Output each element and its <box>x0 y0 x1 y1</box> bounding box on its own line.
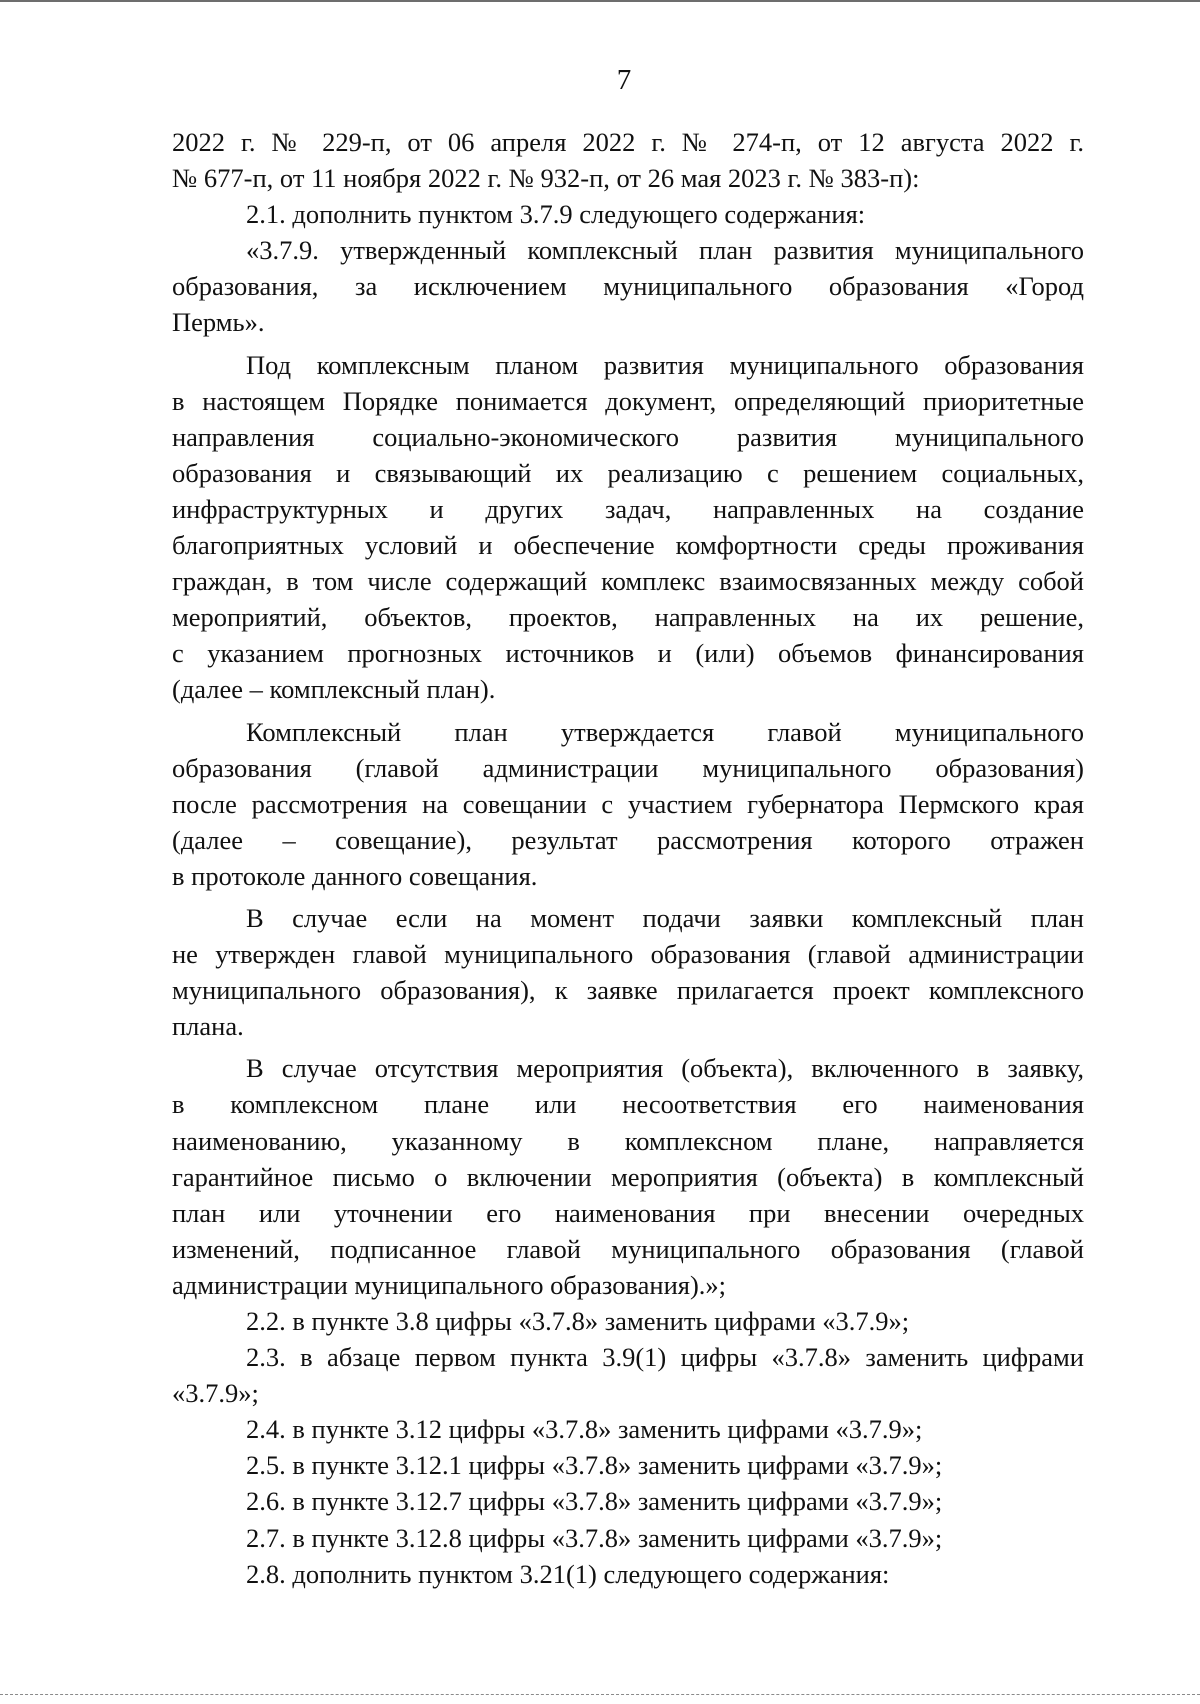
text-line: «3.7.9»; <box>172 1378 259 1409</box>
text-line: в протоколе данного совещания. <box>172 860 538 891</box>
text-line: изменений, подписанное главой муниципального образования (главой <box>172 1233 1084 1264</box>
text-line: муниципального образования), к заявке прилагается проект комплексного <box>172 975 1084 1006</box>
text-line: Под комплексным планом развития муниципального образования <box>246 349 1084 380</box>
text-line: 2.4. в пункте 3.12 цифры «3.7.8» заменить цифрами «3.7.9»; <box>246 1414 923 1445</box>
text-line: 2.2. в пункте 3.8 цифры «3.7.8» заменить цифрами «3.7.9»; <box>246 1306 910 1336</box>
text-line: инфраструктурных и других задач, направленных на создание <box>172 493 1084 524</box>
text-line: 2.5. в пункте 3.12.1 цифры «3.7.8» заменить цифрами «3.7.9»; <box>246 1450 943 1481</box>
text-line: направления социально-экономического развития муниципального <box>172 421 1084 452</box>
text-line: № 677-п, от 11 ноября 2022 г. № 932-п, от 26 мая 2023 г. № 383-п): <box>172 163 920 194</box>
text-line: образования (главой администрации муниципального образования) <box>172 752 1084 783</box>
text-line: 2.8. дополнить пунктом 3.21(1) следующего содержания: <box>246 1558 890 1589</box>
text-line: наименованию, указанному в комплексном плане, направляется <box>172 1125 1084 1156</box>
text-line: (далее – комплексный план). <box>172 674 496 705</box>
text-line: в комплексном плане или несоответствия его наименования <box>172 1089 1084 1120</box>
text-line: плана. <box>172 1011 244 1042</box>
text-line: план или уточнении его наименования при внесении очередных <box>172 1197 1084 1228</box>
text-line: не утвержден главой муниципального образования (главой администрации <box>172 939 1084 970</box>
scan-bottom-edge <box>0 1694 1200 1696</box>
text-line: В случае отсутствия мероприятия (объекта), включенного в заявку, <box>246 1053 1084 1084</box>
text-line: администрации муниципального образования).»; <box>172 1269 727 1300</box>
text-line: граждан, в том числе содержащий комплекс взаимосвязанных между собой <box>172 566 1084 597</box>
text-line: гарантийное письмо о включении мероприятия (объекта) в комплексный <box>172 1161 1084 1192</box>
text-line: мероприятий, объектов, проектов, направленных на их решение, <box>172 602 1084 633</box>
text-line: 2.6. в пункте 3.12.7 цифры «3.7.8» заменить цифрами «3.7.9»; <box>246 1486 943 1517</box>
text-line: 2022 г. № 229-п, от 06 апреля 2022 г. № 274-п, от 12 августа 2022 г. <box>172 127 1084 157</box>
text-line: Комплексный план утверждается главой муниципального <box>246 716 1084 747</box>
text-line: (далее – совещание), результат рассмотрения которого отражен <box>172 824 1084 855</box>
text-line: Пермь». <box>172 307 265 338</box>
document-body <box>172 124 1084 1592</box>
page-number: 7 <box>616 64 632 96</box>
text-line: «3.7.9. утвержденный комплексный план развития муниципального <box>246 235 1084 266</box>
text-line: образования, за исключением муниципального образования «Город <box>172 271 1084 302</box>
text-line: в настоящем Порядке понимается документ, определяющий приоритетные <box>172 385 1084 416</box>
text-line: 2.7. в пункте 3.12.8 цифры «3.7.8» заменить цифрами «3.7.9»; <box>246 1522 943 1553</box>
text-line: 2.3. в абзаце первом пункта 3.9(1) цифры «3.7.8» заменить цифрами <box>246 1342 1084 1373</box>
text-line: В случае если на момент подачи заявки комплексный план <box>246 902 1084 933</box>
scan-top-edge <box>0 0 1200 2</box>
text-line: образования и связывающий их реализацию с решением социальных, <box>172 457 1084 488</box>
text-line: благоприятных условий и обеспечение комфортности среды проживания <box>172 530 1084 561</box>
text-line: 2.1. дополнить пунктом 3.7.9 следующего содержания: <box>246 199 866 230</box>
text-line: после рассмотрения на совещании с участием губернатора Пермского края <box>172 788 1084 819</box>
text-line: с указанием прогнозных источников и (или) объемов финансирования <box>172 638 1084 669</box>
